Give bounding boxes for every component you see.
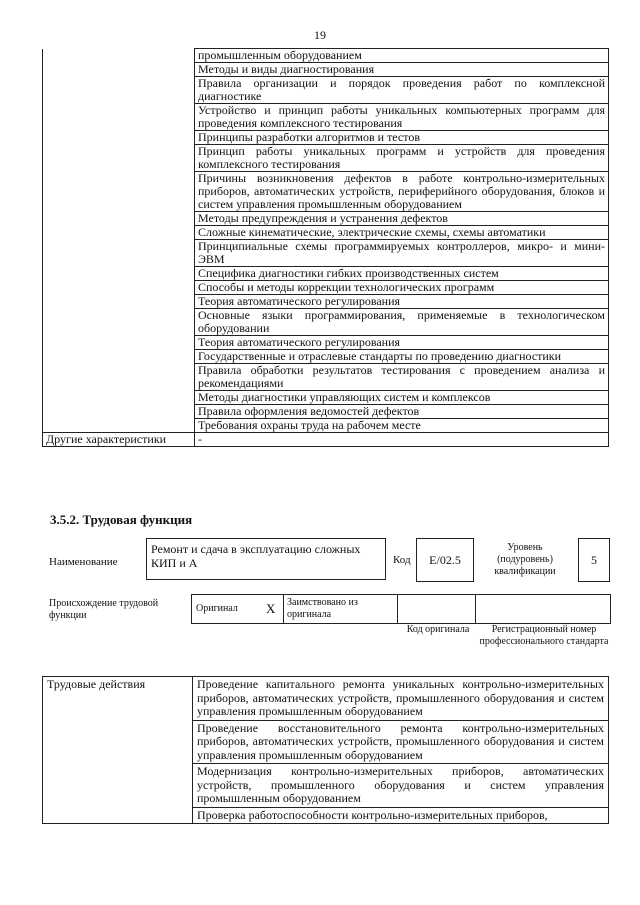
knowledge-item: Теория автоматического регулирования bbox=[195, 295, 609, 309]
knowledge-item: Государственные и отраслевые стандарты по проведению диагностики bbox=[195, 350, 609, 364]
table-row bbox=[43, 677, 609, 721]
divider bbox=[397, 595, 398, 623]
code-label: Код bbox=[393, 554, 411, 566]
code-value: E/02.5 bbox=[416, 538, 474, 582]
divider bbox=[283, 595, 284, 623]
table-row bbox=[43, 49, 609, 63]
labor-action-item: Модернизация контрольно-измерительных приборов, автоматических устройств, промышленного оборудования и систем управления промышленным оборудованием bbox=[193, 764, 609, 808]
borrowed-label: Заимствовано из оригинала bbox=[287, 597, 358, 620]
labor-actions-table bbox=[42, 676, 609, 824]
labor-actions-label: Трудовые действия bbox=[43, 677, 193, 824]
other-characteristics-value: - bbox=[195, 433, 609, 447]
labor-action-item: Проведение восстановительного ремонта контрольно-измерительных приборов, автоматических устройств, промышленного оборудования и систем управления промышленным оборудованием bbox=[193, 720, 609, 764]
knowledge-item: Правила оформления ведомостей дефектов bbox=[195, 405, 609, 419]
function-name-value: Ремонт и сдача в эксплуатацию сложных КИП и А bbox=[146, 538, 386, 580]
knowledge-item: Сложные кинематические, электрические схемы, схемы автоматики bbox=[195, 226, 609, 240]
knowledge-item: Принципы разработки алгоритмов и тестов bbox=[195, 131, 609, 145]
other-characteristics-label: Другие характеристики bbox=[43, 433, 195, 447]
knowledge-item: Методы предупреждения и устранения дефектов bbox=[195, 212, 609, 226]
reg-number-caption: Регистрационный номер профессионального стандарта bbox=[479, 624, 609, 647]
knowledge-item: Принцип работы уникальных программ и устройств для проведения комплексного тестирования bbox=[195, 145, 609, 172]
knowledge-item: Устройство и принцип работы уникальных компьютерных программ для проведения комплексного тестирования bbox=[195, 104, 609, 131]
code-origin-caption: Код оригинала bbox=[406, 624, 470, 635]
origin-row bbox=[191, 594, 611, 624]
knowledge-item: Принципиальные схемы программируемых контроллеров, микро- и мини-ЭВМ bbox=[195, 240, 609, 267]
labor-action-item: Проверка работоспособности контрольно-измерительных приборов, bbox=[193, 807, 609, 824]
level-value: 5 bbox=[578, 538, 610, 582]
page-number: 19 bbox=[314, 28, 326, 42]
knowledge-item: Методы диагностики управляющих систем и комплексов bbox=[195, 391, 609, 405]
knowledge-item: Способы и методы коррекции технологических программ bbox=[195, 281, 609, 295]
knowledge-item: промышленным оборудованием bbox=[195, 49, 609, 63]
table-row bbox=[43, 433, 609, 447]
knowledge-label-cell bbox=[43, 49, 195, 433]
knowledge-table bbox=[42, 48, 609, 447]
function-name-label: Наименование bbox=[49, 556, 118, 568]
knowledge-item: Методы и виды диагностирования bbox=[195, 63, 609, 77]
origin-label: Происхождение трудовой функции bbox=[49, 598, 159, 621]
knowledge-item: Правила организации и порядок проведения работ по комплексной диагностике bbox=[195, 77, 609, 104]
knowledge-item: Специфика диагностики гибких производственных систем bbox=[195, 267, 609, 281]
original-label: Оригинал bbox=[196, 603, 238, 614]
labor-action-item: Проведение капитального ремонта уникальных контрольно-измерительных приборов, автоматических устройств, промышленного оборудования и систем управления промышленным оборудованием bbox=[193, 677, 609, 721]
knowledge-item: Теория автоматического регулирования bbox=[195, 336, 609, 350]
knowledge-item: Требования охраны труда на рабочем месте bbox=[195, 419, 609, 433]
knowledge-item: Причины возникновения дефектов в работе контрольно-измерительных приборов, автоматических устройств, периферийного оборудования, блоков и систем управления промышленным оборудованием bbox=[195, 172, 609, 212]
knowledge-item: Правила обработки результатов тестирования с проведением анализа и рекомендациями bbox=[195, 364, 609, 391]
section-heading: 3.5.2. Трудовая функция bbox=[50, 512, 193, 527]
divider bbox=[475, 595, 476, 623]
level-label: Уровень (подуровень) квалификации bbox=[494, 542, 556, 577]
knowledge-item: Основные языки программирования, применяемые в технологическом оборудовании bbox=[195, 309, 609, 336]
original-mark: X bbox=[266, 601, 276, 616]
